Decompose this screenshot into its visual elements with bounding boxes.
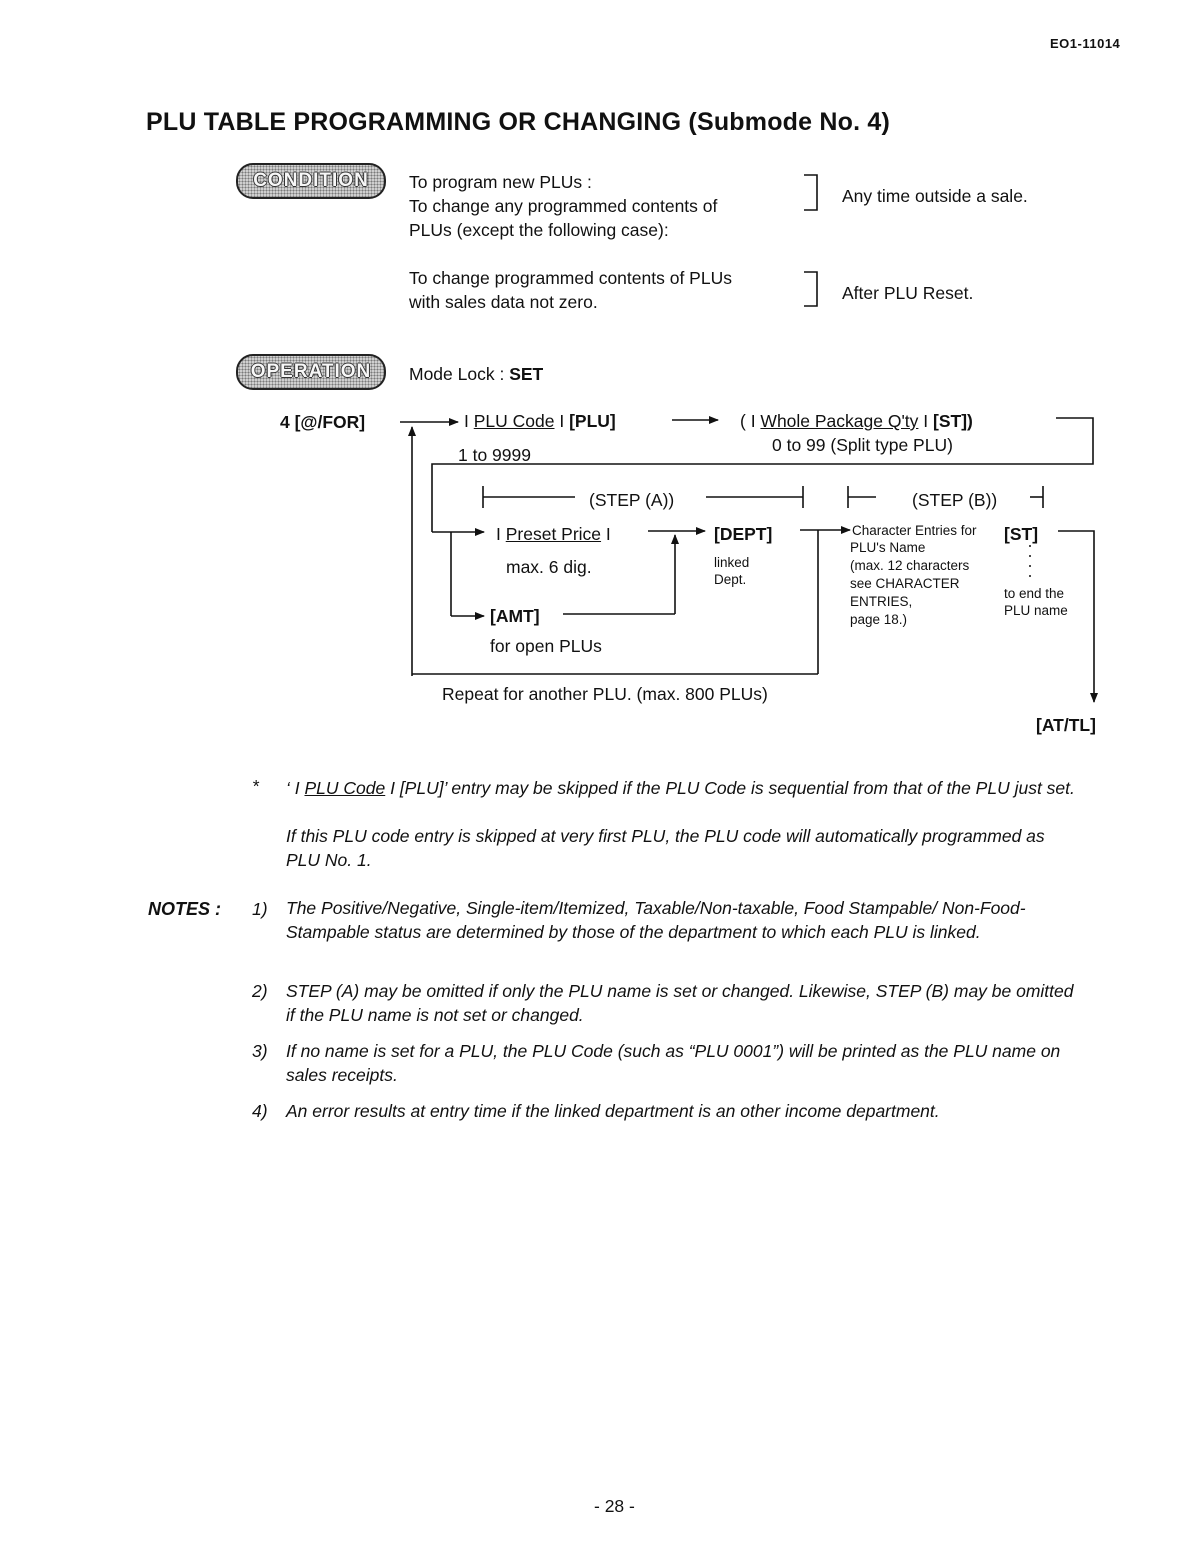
condition-case1-line3: PLUs (except the following case):	[409, 220, 669, 240]
loop-back-line	[432, 418, 1093, 532]
mode-lock-label: Mode Lock :	[409, 364, 510, 384]
dot	[1029, 545, 1031, 547]
operation-badge: OPERATION	[236, 354, 386, 390]
note-1-number: 1)	[252, 899, 268, 919]
end-name-line2: PLU name	[1004, 603, 1068, 618]
end-name-line1: to end the	[1004, 586, 1065, 601]
condition-case1-line1: To program new PLUs :	[409, 172, 592, 192]
linked-line1: linked	[714, 555, 750, 570]
preset-price-label: Preset Price	[505, 524, 602, 544]
st-key-end-name: [ST]	[1004, 524, 1039, 544]
char-line5: ENTRIES,	[850, 594, 913, 609]
plu-range: 1 to 9999	[458, 445, 531, 465]
char-line3: (max. 12 characters	[850, 558, 970, 573]
document-number: EO1-11014	[1050, 36, 1121, 51]
char-line1: Character Entries for	[852, 523, 977, 538]
condition-case2-result: After PLU Reset.	[842, 283, 974, 303]
notes-label: NOTES :	[148, 899, 222, 919]
note-4-text: An error results at entry time if the linked department is an other income department.	[286, 1101, 940, 1121]
linked-line2: Dept.	[714, 572, 747, 587]
condition-case1-line2: To change any programmed contents of	[409, 196, 718, 216]
package-range: 0 to 99 (Split type PLU)	[772, 435, 953, 455]
repeat-note: Repeat for another PLU. (max. 800 PLUs)	[442, 684, 768, 704]
preset-max: max. 6 dig.	[506, 557, 592, 577]
amt-key: [AMT]	[490, 606, 540, 626]
footnote-quote-rest: I [PLU]’ entry may be skipped if the PLU Code is sequential from that of the PLU just set.	[385, 778, 1075, 798]
condition-case1-result: Any time outside a sale.	[842, 186, 1028, 206]
char-line4: see CHARACTER	[850, 576, 960, 591]
note-4-number: 4)	[252, 1101, 268, 1121]
plu-code-entry: I PLU Code I [PLU]	[464, 411, 616, 431]
dept-key: [DEPT]	[714, 524, 773, 544]
dot	[1029, 575, 1031, 577]
note-3-number: 3)	[252, 1041, 268, 1061]
char-line2: PLU's Name	[850, 540, 926, 555]
pkg-qty-label: Whole Package Q'ty	[760, 411, 919, 431]
preset-price-entry: I Preset Price I	[496, 524, 611, 544]
end-key: [AT/TL]	[1036, 715, 1096, 735]
dot	[1029, 565, 1031, 567]
open-plus-note: for open PLUs	[490, 636, 602, 656]
char-line6: page 18.)	[850, 612, 908, 627]
condition-badge: CONDITION	[236, 163, 386, 199]
footnote-line2: If this PLU code entry is skipped at very first PLU, the PLU code will automatically programmed as PLU No. 1.	[286, 826, 1045, 870]
condition-bracket-1	[804, 175, 817, 210]
step-b-label: (STEP (B))	[912, 490, 998, 510]
mode-lock-value: SET	[509, 364, 544, 384]
footnote-marker: *	[252, 776, 259, 796]
footnote-line1	[286, 776, 1076, 800]
package-qty-entry: ( I Whole Package Q'ty I [ST])	[740, 411, 973, 431]
st-key: [ST])	[933, 411, 973, 431]
condition-case2-line1: To change programmed contents of PLUs	[409, 268, 732, 288]
step-a-label: (STEP (A))	[589, 490, 675, 510]
note-2-number: 2)	[252, 981, 268, 1001]
condition-case2-line2: with sales data not zero.	[409, 292, 598, 312]
note-1-text: The Positive/Negative, Single-item/Itemized, Taxable/Non-taxable, Food Stampable/ Non-Food-Stampable status are determined by those of the department to which each PLU is linked.	[286, 898, 1026, 942]
note-2-text: STEP (A) may be omitted if only the PLU name is set or changed. Likewise, STEP (B) may be omitted if the PLU name is not set or changed.	[286, 981, 1074, 1025]
page-number: - 28 -	[594, 1496, 635, 1516]
page-title: PLU TABLE PROGRAMMING OR CHANGING (Submode No. 4)	[146, 108, 891, 136]
start-key: 4 [@/FOR]	[280, 412, 366, 432]
condition-bracket-2	[804, 272, 817, 306]
note-3-text: If no name is set for a PLU, the PLU Code (such as “PLU 0001”) will be printed as the PLU name on sales receipts.	[286, 1041, 1061, 1085]
plu-code-label: PLU Code	[473, 411, 555, 431]
plu-key: [PLU]	[569, 411, 616, 431]
footnote-quote-open: ‘ I	[286, 778, 305, 798]
footnote-plu-code: PLU Code	[304, 778, 386, 798]
dot	[1029, 555, 1031, 557]
